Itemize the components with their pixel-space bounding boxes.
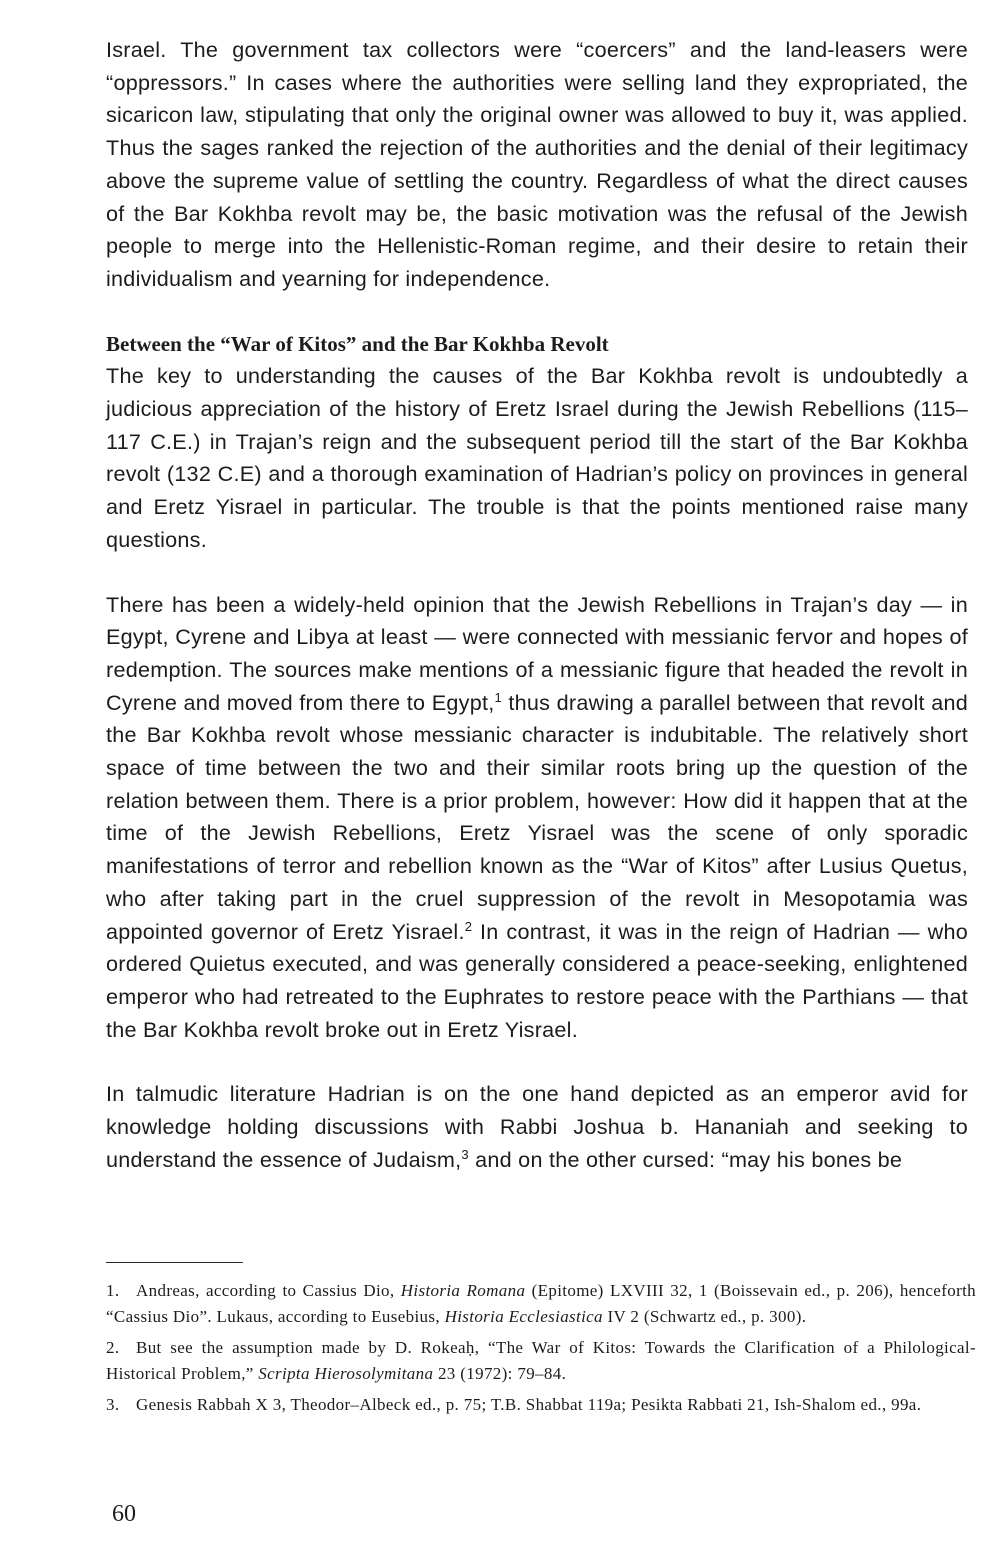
footnote-title: Scripta Hierosolymitana: [258, 1363, 434, 1383]
paragraph: [106, 1078, 968, 1176]
section-heading: Between the “War of Kitos” and the Bar Kokhba Revolt: [106, 331, 609, 356]
paragraph: Israel. The government tax collectors were “coercers” and the land-leasers were “oppressors.” In cases where the authorities were selling land they expropriated, the sicaricon law, stipulating that only the original owner was allowed to buy it, was applied. Thus the sages ranked the rejection of the authorities and the denial of their legitimacy above the supreme value of settling the country. Regardless of what the direct causes of the Bar Kokhba revolt may be, the basic motivation was the refusal of the Jewish people to merge into the Hellenistic-Roman regime, and their desire to retain their individualism and yearning for independence.: [106, 37, 968, 291]
footnote-text: IV 2 (Schwartz ed., p. 300).: [602, 1306, 807, 1326]
footnote-divider: [106, 1262, 243, 1263]
footnote: [106, 1335, 976, 1386]
footnote-text: Genesis Rabbah X 3, Theodor–Albeck ed., p. 75; T.B. Shabbat 119a; Pesikta Rabbati 21, Ish-Shalom ed., 99a.: [136, 1395, 922, 1415]
text-run: In talmudic literature Hadrian is on the one hand depicted as an emperor avid for knowledge holding discussions with Rabbi Joshua b. Hananiah and seeking to understand the essence of Judaism,: [106, 1081, 968, 1172]
footnote-number: 1.: [106, 1281, 120, 1300]
footnote-number: 2.: [106, 1338, 120, 1358]
text-run: and on the other cursed: “may his bones be: [468, 1146, 903, 1172]
paragraph: The key to understanding the causes of the Bar Kokhba revolt is undoubtedly a judicious appreciation of the history of Eretz Israel during the Jewish Rebellions (115–117 C.E.) in Trajan’s reign and the subsequent period till the start of the Bar Kokhba revolt (132 C.E) and a thorough examination of Hadrian’s policy on provinces in general and Eretz Yisrael in particular. The trouble is that the points mentioned raise many questions.: [106, 363, 968, 552]
footnote-text: But see the assumption made by D. Rokeaḥ, “The War of Kitos: Towards the Clarification of a Philological-Historical Problem,”: [106, 1338, 976, 1383]
text-run: There has been a widely-held opinion that the Jewish Rebellions in Trajan’s day — in Egypt, Cyrene and Libya at least — were connected with messianic fervor and hopes of redemption. The sources make mentions of a messianic figure that headed the revolt in Cyrene and moved from there to Egypt,: [106, 591, 968, 715]
footnote: [106, 1278, 976, 1329]
footnote: [106, 1392, 976, 1418]
paragraph: [106, 589, 968, 1047]
main-text: [106, 34, 968, 1177]
footnote-title: Historia Ecclesiastica: [444, 1306, 603, 1326]
footnote-text: (Epitome) LXVIII 32, 1 (Boissevain ed., p. 206), henceforth “Cassius Dio”. Lukaus, according to Eusebius,: [106, 1281, 976, 1326]
text-run: thus drawing a parallel between that revolt and the Bar Kokhba revolt whose messianic character is indubitable. The relatively short space of time between the two and their similar roots bring up the question of the relation between them. There is a prior problem, however: How did it happen that at the time of the Jewish Rebellions, Eretz Yisrael was the scene of only sporadic manifestations of terror and rebellion known as the “War of Kitos” after Lusius Quetus, who after taking part in the cruel suppression of the revolt in Mesopotamia was appointed governor of Eretz Yisrael.: [106, 689, 968, 944]
footnotes: [106, 1278, 976, 1424]
footnote-title: Historia Romana: [400, 1281, 526, 1300]
footnote-text: 23 (1972): 79–84.: [433, 1363, 567, 1383]
footnote-number: 3.: [106, 1395, 120, 1415]
footnote-reference: 2: [464, 918, 473, 934]
footnote-reference: 3: [461, 1146, 469, 1162]
footnote-reference: 1: [494, 689, 502, 705]
page-number: 60: [112, 1501, 136, 1527]
footnote-text: Andreas, according to Cassius Dio,: [136, 1281, 401, 1300]
text-run: In contrast, it was in the reign of Hadrian — who ordered Quietus executed, and was generally considered a peace-seeking, enlightened emperor who had retreated to the Euphrates to restore peace with the Parthians — that the Bar Kokhba revolt broke out in Eretz Yisrael.: [106, 918, 968, 1042]
